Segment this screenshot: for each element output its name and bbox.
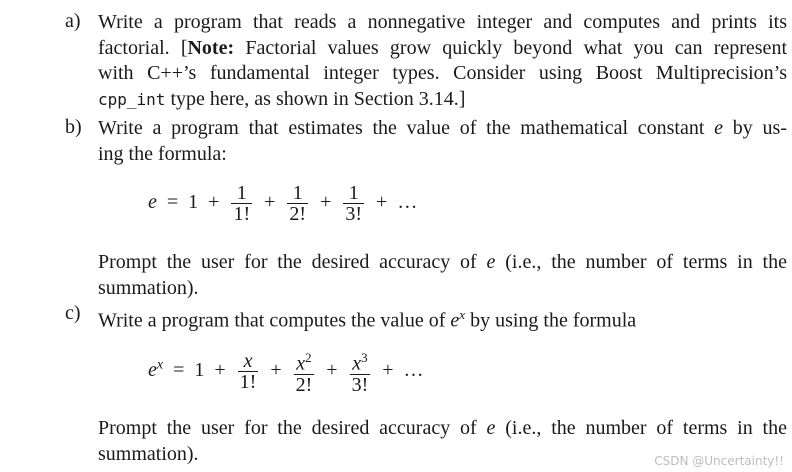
part-c-var-x-sup: x bbox=[459, 307, 466, 322]
ex-term-3-denominator: 3! bbox=[351, 373, 369, 396]
part-b-line-1 bbox=[98, 116, 787, 142]
term-1-numerator: 1 bbox=[236, 182, 247, 204]
part-a bbox=[65, 10, 787, 112]
var-e: e bbox=[714, 117, 724, 139]
formula-ex-ellipsis: … bbox=[403, 358, 424, 381]
ex-term-1-denominator: 1! bbox=[239, 370, 257, 393]
ex-term-3-sup: 3 bbox=[361, 350, 368, 365]
part-b-text bbox=[98, 116, 787, 167]
ex-term-2-base: x bbox=[296, 352, 306, 375]
formula-e-plus-3: + bbox=[320, 191, 332, 214]
formula-e-ellipsis: … bbox=[397, 191, 418, 214]
part-a-text bbox=[98, 10, 787, 112]
formula-ex-lhs-base: e bbox=[148, 358, 157, 381]
part-c-prompt-line-1 bbox=[98, 416, 787, 442]
part-b-marker: b) bbox=[65, 116, 82, 138]
formula-e-lhs: e bbox=[148, 191, 157, 214]
formula-e-plus-2: + bbox=[264, 191, 276, 214]
part-a-line-4 bbox=[98, 87, 787, 113]
part-c-line-1-post: by using the formula bbox=[465, 309, 637, 332]
ex-term-3-base: x bbox=[352, 352, 362, 375]
part-a-marker: a) bbox=[65, 10, 81, 32]
ex-term-2-denominator: 2! bbox=[295, 373, 313, 396]
formula-ex-term-2 bbox=[294, 348, 315, 395]
formula-ex-lhs-sup: x bbox=[156, 357, 164, 373]
ex-term-1-numerator: x bbox=[243, 349, 253, 372]
ex-term-2-sup: 2 bbox=[305, 350, 312, 365]
formula-e bbox=[148, 183, 417, 224]
term-2-numerator: 1 bbox=[292, 182, 303, 204]
part-b-prompt-var-e: e bbox=[486, 251, 496, 273]
formula-ex-term-1 bbox=[238, 351, 259, 392]
part-b-prompt-post: (i.e., the number of terms in the bbox=[495, 251, 787, 273]
ex-term-3-numerator bbox=[350, 348, 371, 374]
formula-ex bbox=[148, 348, 424, 395]
part-b-line-1-post: by us- bbox=[723, 117, 787, 139]
part-a-line-2 bbox=[98, 36, 787, 62]
part-c-prompt-pre: Prompt the user for the desired accuracy of bbox=[98, 417, 487, 439]
part-b-line-2: ing the formula: bbox=[98, 142, 227, 165]
formula-ex-plus-4: + bbox=[382, 358, 394, 381]
formula-e-plus-1: + bbox=[208, 191, 220, 214]
ex-term-2-numerator bbox=[294, 348, 315, 374]
part-b bbox=[65, 116, 787, 167]
formula-ex-equals: = bbox=[173, 358, 185, 381]
term-1-denominator: 1! bbox=[233, 203, 251, 225]
term-3-denominator: 3! bbox=[345, 203, 363, 225]
part-c bbox=[65, 302, 787, 332]
formula-e-one: 1 bbox=[188, 191, 199, 214]
formula-ex-one: 1 bbox=[194, 358, 205, 381]
part-b-prompt-line-1 bbox=[98, 250, 787, 276]
part-b-prompt-pre: Prompt the user for the desired accuracy of bbox=[98, 251, 487, 273]
formula-e-term-2 bbox=[287, 183, 308, 224]
formula-ex-plus-3: + bbox=[326, 358, 338, 381]
part-b-line-1-pre: Write a program that estimates the value of the mathematical constant bbox=[98, 117, 715, 139]
part-b-prompt-line-2: summation). bbox=[98, 276, 199, 299]
term-2-denominator: 2! bbox=[289, 203, 307, 225]
formula-ex-term-3 bbox=[350, 348, 371, 395]
part-c-var-e: e bbox=[450, 309, 460, 332]
part-b-prompt bbox=[65, 250, 787, 301]
formula-e-term-3 bbox=[343, 183, 364, 224]
part-a-line-1: Write a program that reads a nonnegative integer and computes and prints its bbox=[98, 11, 787, 33]
formula-ex-plus-2: + bbox=[270, 358, 282, 381]
part-c-marker: c) bbox=[65, 302, 81, 324]
code-cpp-int: cpp_int bbox=[98, 89, 166, 109]
part-b-prompt-text bbox=[98, 250, 787, 301]
term-3-numerator: 1 bbox=[348, 182, 359, 204]
formula-e-equals: = bbox=[166, 191, 179, 214]
part-c-prompt-post: (i.e., the number of terms in the bbox=[495, 417, 787, 439]
part-a-line-2-pre: factorial. [ bbox=[98, 36, 188, 59]
part-a-line-2-post: Factorial values grow quickly beyond what you can represent bbox=[234, 36, 787, 59]
part-c-line-1 bbox=[98, 302, 787, 332]
part-a-line-4-post: type here, as shown in Section 3.14.] bbox=[165, 87, 466, 110]
formula-e-plus-4: + bbox=[376, 191, 388, 214]
watermark: CSDN @Uncertainty!! bbox=[654, 454, 784, 468]
part-c-prompt-var-e: e bbox=[486, 417, 496, 439]
note-label: Note: bbox=[187, 36, 235, 59]
formula-e-term-1 bbox=[231, 183, 252, 224]
formula-ex-plus-1: + bbox=[214, 358, 226, 381]
part-c-text bbox=[98, 302, 787, 332]
part-a-line-3: with C++’s fundamental integer types. Consider using Boost Multiprecision’s bbox=[98, 62, 787, 84]
part-c-line-1-pre: Write a program that computes the value of bbox=[98, 309, 451, 332]
part-c-prompt-line-2: summation). bbox=[98, 442, 199, 465]
